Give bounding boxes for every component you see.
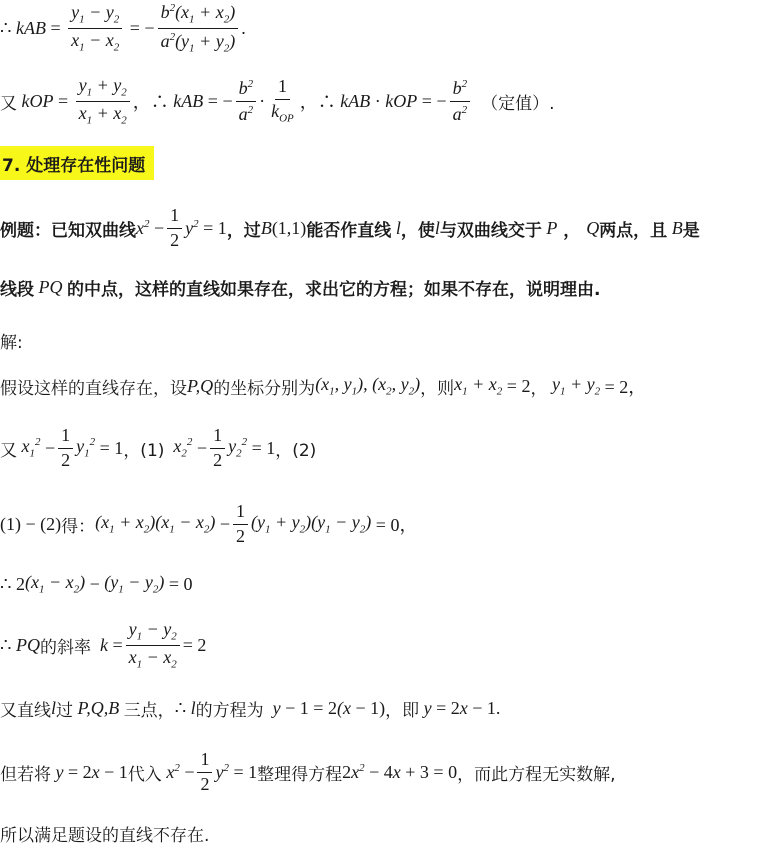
assume-line: 假设这样的直线存在，设 P,Q 的坐标分别为 ($x_1$, $y_1$), ($x_2$, $y_2$) ，则 $x_1 + x_2$ = 2 ， $y_1 + y_2$ = 2， — [0, 374, 647, 399]
equations-line: 又 $x_1^2$ − $\frac{1}{2}$ $y_1^2$ = 1 ，(1) $x_2^2$ − $\frac{1}{2}$ $y_2^2$ = 1 ，(2) — [0, 424, 317, 470]
difference-line: (1) − (2) 得： $(x_1 + x_2)(x_1 - x_2)$ − $\frac{1}{2}$ $(y_1 + y_2)(y_1 - y_2)$ = 0， — [0, 500, 418, 546]
line-equation: 又直线 l 过 P,Q,B 三点， ∴ l 的方程为 y − 1 = 2 (x − 1) ，即 y = 2 x − 1. — [0, 697, 501, 721]
therefore-line: ∴ 2 $(x_1 - x_2)$ − $(y_1 - y_2)$ = 0 — [0, 572, 193, 596]
slope-line: ∴ PQ 的斜率 k = $\frac{y_1 - y_2}{x_1 - x_2}$ = 2 — [0, 618, 207, 671]
example-line-1: 例题：已知双曲线 $x^2$ − $\frac{1}{2}$ $y^2$ = 1 ，过 B (1,1) 能否作直线 l ，使 l 与双曲线交于 P ， Q 两点，且 B 是 — [0, 204, 700, 250]
constant-note: （定值）. — [481, 93, 555, 114]
line2-prefix: 又 — [0, 93, 17, 114]
solution-label: 解: — [0, 332, 23, 353]
example-line-2: 线段 PQ 的中点，这样的直线如果存在，求出它的方程；如果不存在，说明理由. — [0, 276, 601, 300]
substitution-line: 但若将 y = 2 x − 1 代入 $x^2$ − $\frac{1}{2}$ $y^2$ = 1 整理得方程 2 $x^2$ − 4 x + 3 = 0 ，而此方程无实数解, — [0, 748, 616, 794]
formula-kop: 又 k OP = $\frac{y_1 + y_2}{x_1 + x_2}$ ，∴ k AB = − $\frac{b^2}{a^2}$ · $\frac{1}{k_{OP}}$ ，∴ k AB · k OP = − $\frac{b^2}{a^2}$ （定值）. — [0, 74, 555, 127]
section-heading: 7. 处理存在性问题 — [0, 146, 154, 180]
formula-kab: ∴ k AB = $\frac{y_1 - y_2}{x_1 - x_2}$ = − $\frac{b^2(x_1 + x_2)}{a^2(y_1 + y_2)}$ . — [0, 1, 246, 55]
conclusion-line: 所以满足题设的直线不存在. — [0, 825, 210, 846]
